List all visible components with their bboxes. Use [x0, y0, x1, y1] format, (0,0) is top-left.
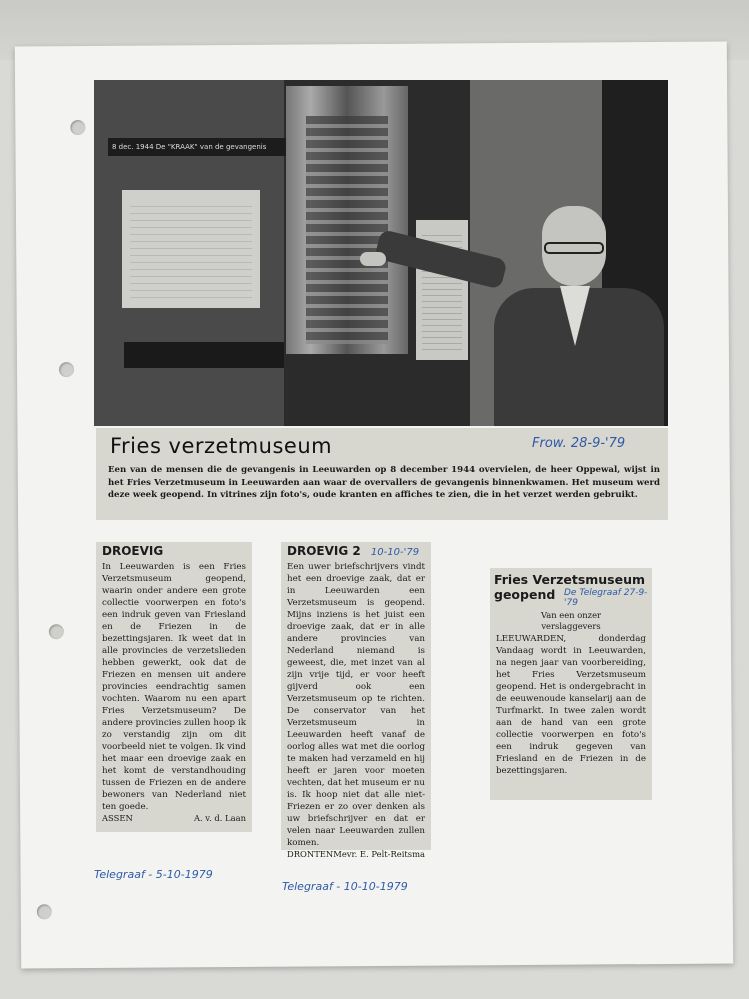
exhibit-banner: 8 dec. 1944 De "KRAAK" van de gevangenis: [108, 138, 292, 156]
letter-title: DROEVIG: [102, 544, 164, 558]
letter-signature: [96, 813, 252, 823]
main-headline: Fries verzetmuseum: [110, 434, 333, 458]
letter-author: Mevr. E. Pelt-Reitsma: [333, 849, 425, 859]
letter-clipping-2: [281, 542, 431, 859]
museum-photo: [94, 80, 668, 426]
pointing-hand: [360, 252, 386, 266]
article-subtitle: verslaggevers: [541, 621, 601, 631]
exhibit-band: [124, 342, 284, 368]
article-body: LEEUWARDEN, donderdag Vandaag wordt in Leeuwarden, na negen jaar van voorbereiding, het Fries Verzetsmuseum geopend. Het is ondergebracht in de eeuwenoude kanselarij aan de Turfmarkt. In twee zalen wordt aan de hand van een grote collectie voorwerpen en foto's een indruk gegeven van Friesland en de Friezen in de bezettingsjaren.: [496, 634, 646, 776]
letter-body: Een uwer briefschrijvers vindt het een droevige zaak, dat er in Leeuwarden een Verzetsmuseum is geopend. Mijns inziens is het juist een droevige zaak, dat er in alle andere provincies van Nederland niemand is geweest, die, met inzet van al zijn vrije tijd, er voor heeft gijverd ook een Verzetsmuseum op te richten. De conservator van het Verzetsmuseum in Leeuwarden heeft vanaf de oorlog alles wat met die oorlog te maken had verzameld en hij heeft er jaren voor moeten vechten, dat het museum er nu is. Ik hoop niet dat alle niet-Friezen er zo over denken als uw briefschrijver en dat er velen naar Leeuwarden zullen komen.: [287, 562, 425, 848]
letter-clipping-1: [96, 542, 252, 832]
letter-title: DROEVIG 2 10-10-'79: [287, 544, 420, 558]
handwritten-date: 10-10-'79: [370, 547, 420, 558]
glasses-icon: [544, 242, 604, 254]
punch-hole: [59, 362, 74, 377]
handwritten-source: De Telegraaf 27-9-'79: [564, 588, 648, 608]
punch-hole: [49, 624, 64, 639]
article-title: Fries Verzetsmuseum geopend: [494, 572, 646, 602]
letter-body: In Leeuwarden is een Fries Verzetsmuseum geopend, waarin onder andere een grote collectie voorwerpen en foto's een indruk geven van Friesland en de Friezen in de bezettingsjaren. Ik weet dat in alle provincies de verzetslieden hebben gewerkt, ook dat de Friezen en mensen uit andere provincies eendrachtig samen vochten. Waarom nu een apart Fries Verzetsmuseum? De andere provincies zullen hoop ik zo verstandig zijn om dit voorbeeld niet te volgen. Ik vind het maar een droevige zaak en het komt de verstandhouding tussen de Friezen en de andere bewoners van Nederland niet ten goede.: [102, 562, 246, 812]
main-clipping: [96, 428, 668, 520]
exhibit-board: [122, 190, 260, 308]
handwritten-date: Frow. 28-9-'79: [532, 436, 626, 451]
letter-place: DRONTEN: [287, 849, 334, 859]
punch-hole: [70, 120, 85, 135]
handwritten-source: Telegraaf - 5-10-1979: [94, 868, 213, 881]
handwritten-source: Telegraaf - 10-10-1979: [282, 880, 408, 893]
punch-hole: [37, 904, 52, 919]
letter-place: ASSEN: [102, 813, 133, 823]
article-clipping: [490, 568, 652, 800]
letter-author: A. v. d. Laan: [193, 813, 246, 823]
letter-signature: [281, 849, 431, 859]
article-subtitle: Van een onzer: [540, 610, 602, 620]
man-pointing: [494, 206, 664, 426]
prison-corridor-photo: [286, 86, 408, 354]
photo-caption: Een van de mensen die de gevangenis in Leeuwarden op 8 december 1944 overvielen, de heer Oppewal, wijst in het Fries Verzetmuseum in Leeuwarden aan waar de overvallers de gevangenis binnenkwamen. Het museum werd deze week geopend. In vitrines zijn foto's, oude kranten en affiches te zien, die in het verzet werden gebruikt.: [108, 465, 660, 500]
